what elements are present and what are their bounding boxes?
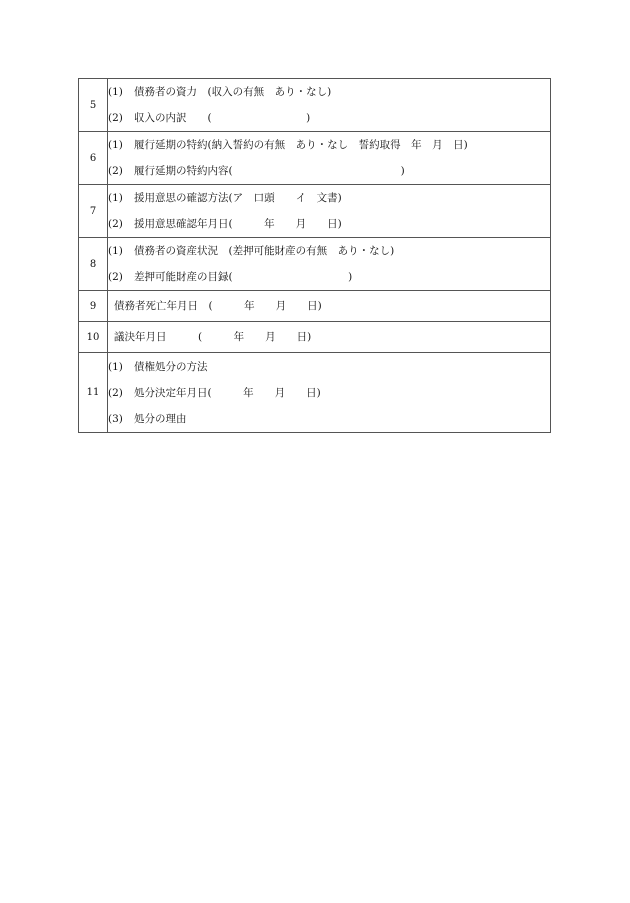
item-mark: (1) — [108, 245, 123, 257]
item-mark: (1) — [108, 361, 123, 373]
item-mark: (2) — [108, 271, 123, 283]
item-line — [108, 79, 550, 105]
row-content — [108, 185, 551, 238]
item-line — [108, 105, 550, 131]
row-number: 11 — [79, 353, 108, 433]
item-text: 債務者の資力 (収入の有無 あり・なし) — [134, 86, 332, 98]
item-mark: (2) — [108, 218, 123, 230]
item-mark: (1) — [108, 192, 123, 204]
row-number: 10 — [79, 322, 108, 353]
item-mark: (1) — [108, 139, 123, 151]
item-text: 援用意思の確認方法(ア 口頭 イ 文書) — [134, 192, 342, 204]
row-content — [108, 132, 551, 185]
row-content — [108, 79, 551, 132]
item-text: 差押可能財産の目録( ) — [134, 271, 353, 283]
item-mark: (2) — [108, 165, 123, 177]
row-content — [108, 291, 551, 322]
row-number: 9 — [79, 291, 108, 322]
table-row-10 — [79, 322, 551, 353]
item-mark: (1) — [108, 86, 123, 98]
item-text: 履行延期の特約(納入誓約の有無 あり・なし 誓約取得 年 月 日) — [134, 139, 468, 151]
item-line — [108, 406, 550, 432]
table-row-11 — [79, 353, 551, 433]
item-text: 債務者死亡年月日 ( 年 月 日) — [114, 300, 322, 312]
row-content — [108, 353, 551, 433]
table-row-9 — [79, 291, 551, 322]
form-table — [78, 78, 551, 433]
row-content — [108, 238, 551, 291]
row-number: 8 — [79, 238, 108, 291]
item-text: 議決年月日 ( 年 月 日) — [114, 331, 312, 343]
item-text: 収入の内訳 ( ) — [134, 112, 311, 124]
item-line — [108, 264, 550, 290]
item-line — [108, 185, 550, 211]
item-line — [108, 158, 550, 184]
table-row-6 — [79, 132, 551, 185]
item-mark: (3) — [108, 413, 123, 425]
item-text: 債務者の資産状況 (差押可能財産の有無 あり・なし) — [134, 245, 395, 257]
table-row-7 — [79, 185, 551, 238]
item-text: 債権処分の方法 — [134, 361, 208, 373]
item-mark: (2) — [108, 112, 123, 124]
row-content — [108, 322, 551, 353]
item-line — [108, 380, 550, 406]
item-line — [108, 354, 550, 380]
item-text: 処分決定年月日( 年 月 日) — [134, 387, 321, 399]
item-text: 援用意思確認年月日( 年 月 日) — [134, 218, 342, 230]
item-line — [108, 211, 550, 237]
item-mark: (2) — [108, 387, 123, 399]
item-text: 履行延期の特約内容( ) — [134, 165, 405, 177]
table-row-8 — [79, 238, 551, 291]
row-number: 5 — [79, 79, 108, 132]
item-text: 処分の理由 — [134, 413, 187, 425]
row-number: 6 — [79, 132, 108, 185]
row-number: 7 — [79, 185, 108, 238]
table-row-5 — [79, 79, 551, 132]
item-line — [108, 132, 550, 158]
item-line — [108, 238, 550, 264]
